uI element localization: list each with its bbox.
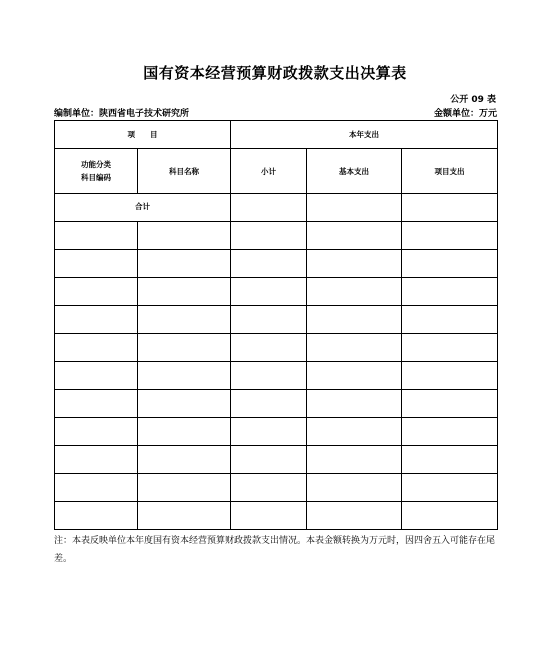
table-cell (231, 474, 307, 502)
table-row (55, 362, 498, 390)
table-cell (231, 222, 307, 250)
table-cell (138, 278, 231, 306)
table-cell (402, 222, 498, 250)
table-row (55, 306, 498, 334)
table-cell (55, 334, 138, 362)
table-cell (231, 306, 307, 334)
total-project (402, 194, 498, 222)
total-basic (307, 194, 402, 222)
table-cell (55, 474, 138, 502)
table-cell (138, 446, 231, 474)
table-cell (402, 362, 498, 390)
table-cell (231, 446, 307, 474)
table-cell (138, 222, 231, 250)
table-cell (402, 418, 498, 446)
table-cell (307, 446, 402, 474)
table-cell (231, 334, 307, 362)
table-cell (231, 278, 307, 306)
table-row (55, 278, 498, 306)
table-cell (402, 306, 498, 334)
table-cell (138, 502, 231, 530)
table-cell (402, 278, 498, 306)
table-cell (231, 362, 307, 390)
table-cell (55, 446, 138, 474)
table-cell (138, 474, 231, 502)
table-cell (307, 502, 402, 530)
table-row (55, 474, 498, 502)
table-row (55, 390, 498, 418)
table-cell (138, 362, 231, 390)
table-cell (55, 390, 138, 418)
table-row (55, 418, 498, 446)
table-cell (307, 390, 402, 418)
header-subtotal: 小计 (231, 149, 307, 194)
header-basic: 基本支出 (307, 149, 402, 194)
header-item: 项 目 (55, 121, 231, 149)
table-cell (138, 418, 231, 446)
table-cell (231, 418, 307, 446)
table-cell (402, 502, 498, 530)
table-row (55, 446, 498, 474)
header-func-class-cell (55, 149, 138, 194)
total-label: 合计 (55, 194, 231, 222)
table-row (55, 222, 498, 250)
table-row (55, 502, 498, 530)
table-cell (138, 334, 231, 362)
table-cell (55, 306, 138, 334)
table-cell (307, 418, 402, 446)
total-row (55, 194, 498, 222)
header-func-code: 科目编码 (81, 173, 111, 182)
table-cell (402, 334, 498, 362)
header-row-1 (55, 121, 498, 149)
table-cell (55, 250, 138, 278)
table-cell (231, 390, 307, 418)
table-cell (307, 334, 402, 362)
header-current-year: 本年支出 (231, 121, 498, 149)
table-cell (55, 418, 138, 446)
table-body (55, 121, 498, 530)
expenditure-table (54, 120, 498, 530)
table-cell (402, 250, 498, 278)
table-cell (307, 306, 402, 334)
table-cell (138, 306, 231, 334)
total-subtotal (231, 194, 307, 222)
table-row (55, 250, 498, 278)
table-cell (55, 278, 138, 306)
header-project: 项目支出 (402, 149, 498, 194)
org-label: 编制单位：陕西省电子技术研究所 (54, 109, 190, 119)
footnote: 注：本表反映单位本年度国有资本经营预算财政拨款支出情况。本表金额转换为万元时，因四舍五入可能存在尾差。 (54, 536, 496, 564)
table-cell (307, 362, 402, 390)
form-number: 公开 09 表 (450, 95, 496, 105)
header-subject-name: 科目名称 (138, 149, 231, 194)
table-cell (55, 362, 138, 390)
amount-unit: 金额单位：万元 (433, 109, 497, 119)
table-cell (231, 502, 307, 530)
table-cell (55, 502, 138, 530)
table-cell (307, 474, 402, 502)
table-cell (55, 222, 138, 250)
report-title: 国有资本经营预算财政拨款支出决算表 (143, 64, 407, 82)
header-row-2 (55, 149, 498, 194)
table-cell (307, 278, 402, 306)
table-cell (402, 474, 498, 502)
table-cell (307, 250, 402, 278)
table-cell (402, 390, 498, 418)
table-cell (138, 390, 231, 418)
table-cell (307, 222, 402, 250)
table-row (55, 334, 498, 362)
header-func-class: 功能分类 (81, 160, 111, 169)
table-cell (138, 250, 231, 278)
table-cell (402, 446, 498, 474)
table-cell (231, 250, 307, 278)
